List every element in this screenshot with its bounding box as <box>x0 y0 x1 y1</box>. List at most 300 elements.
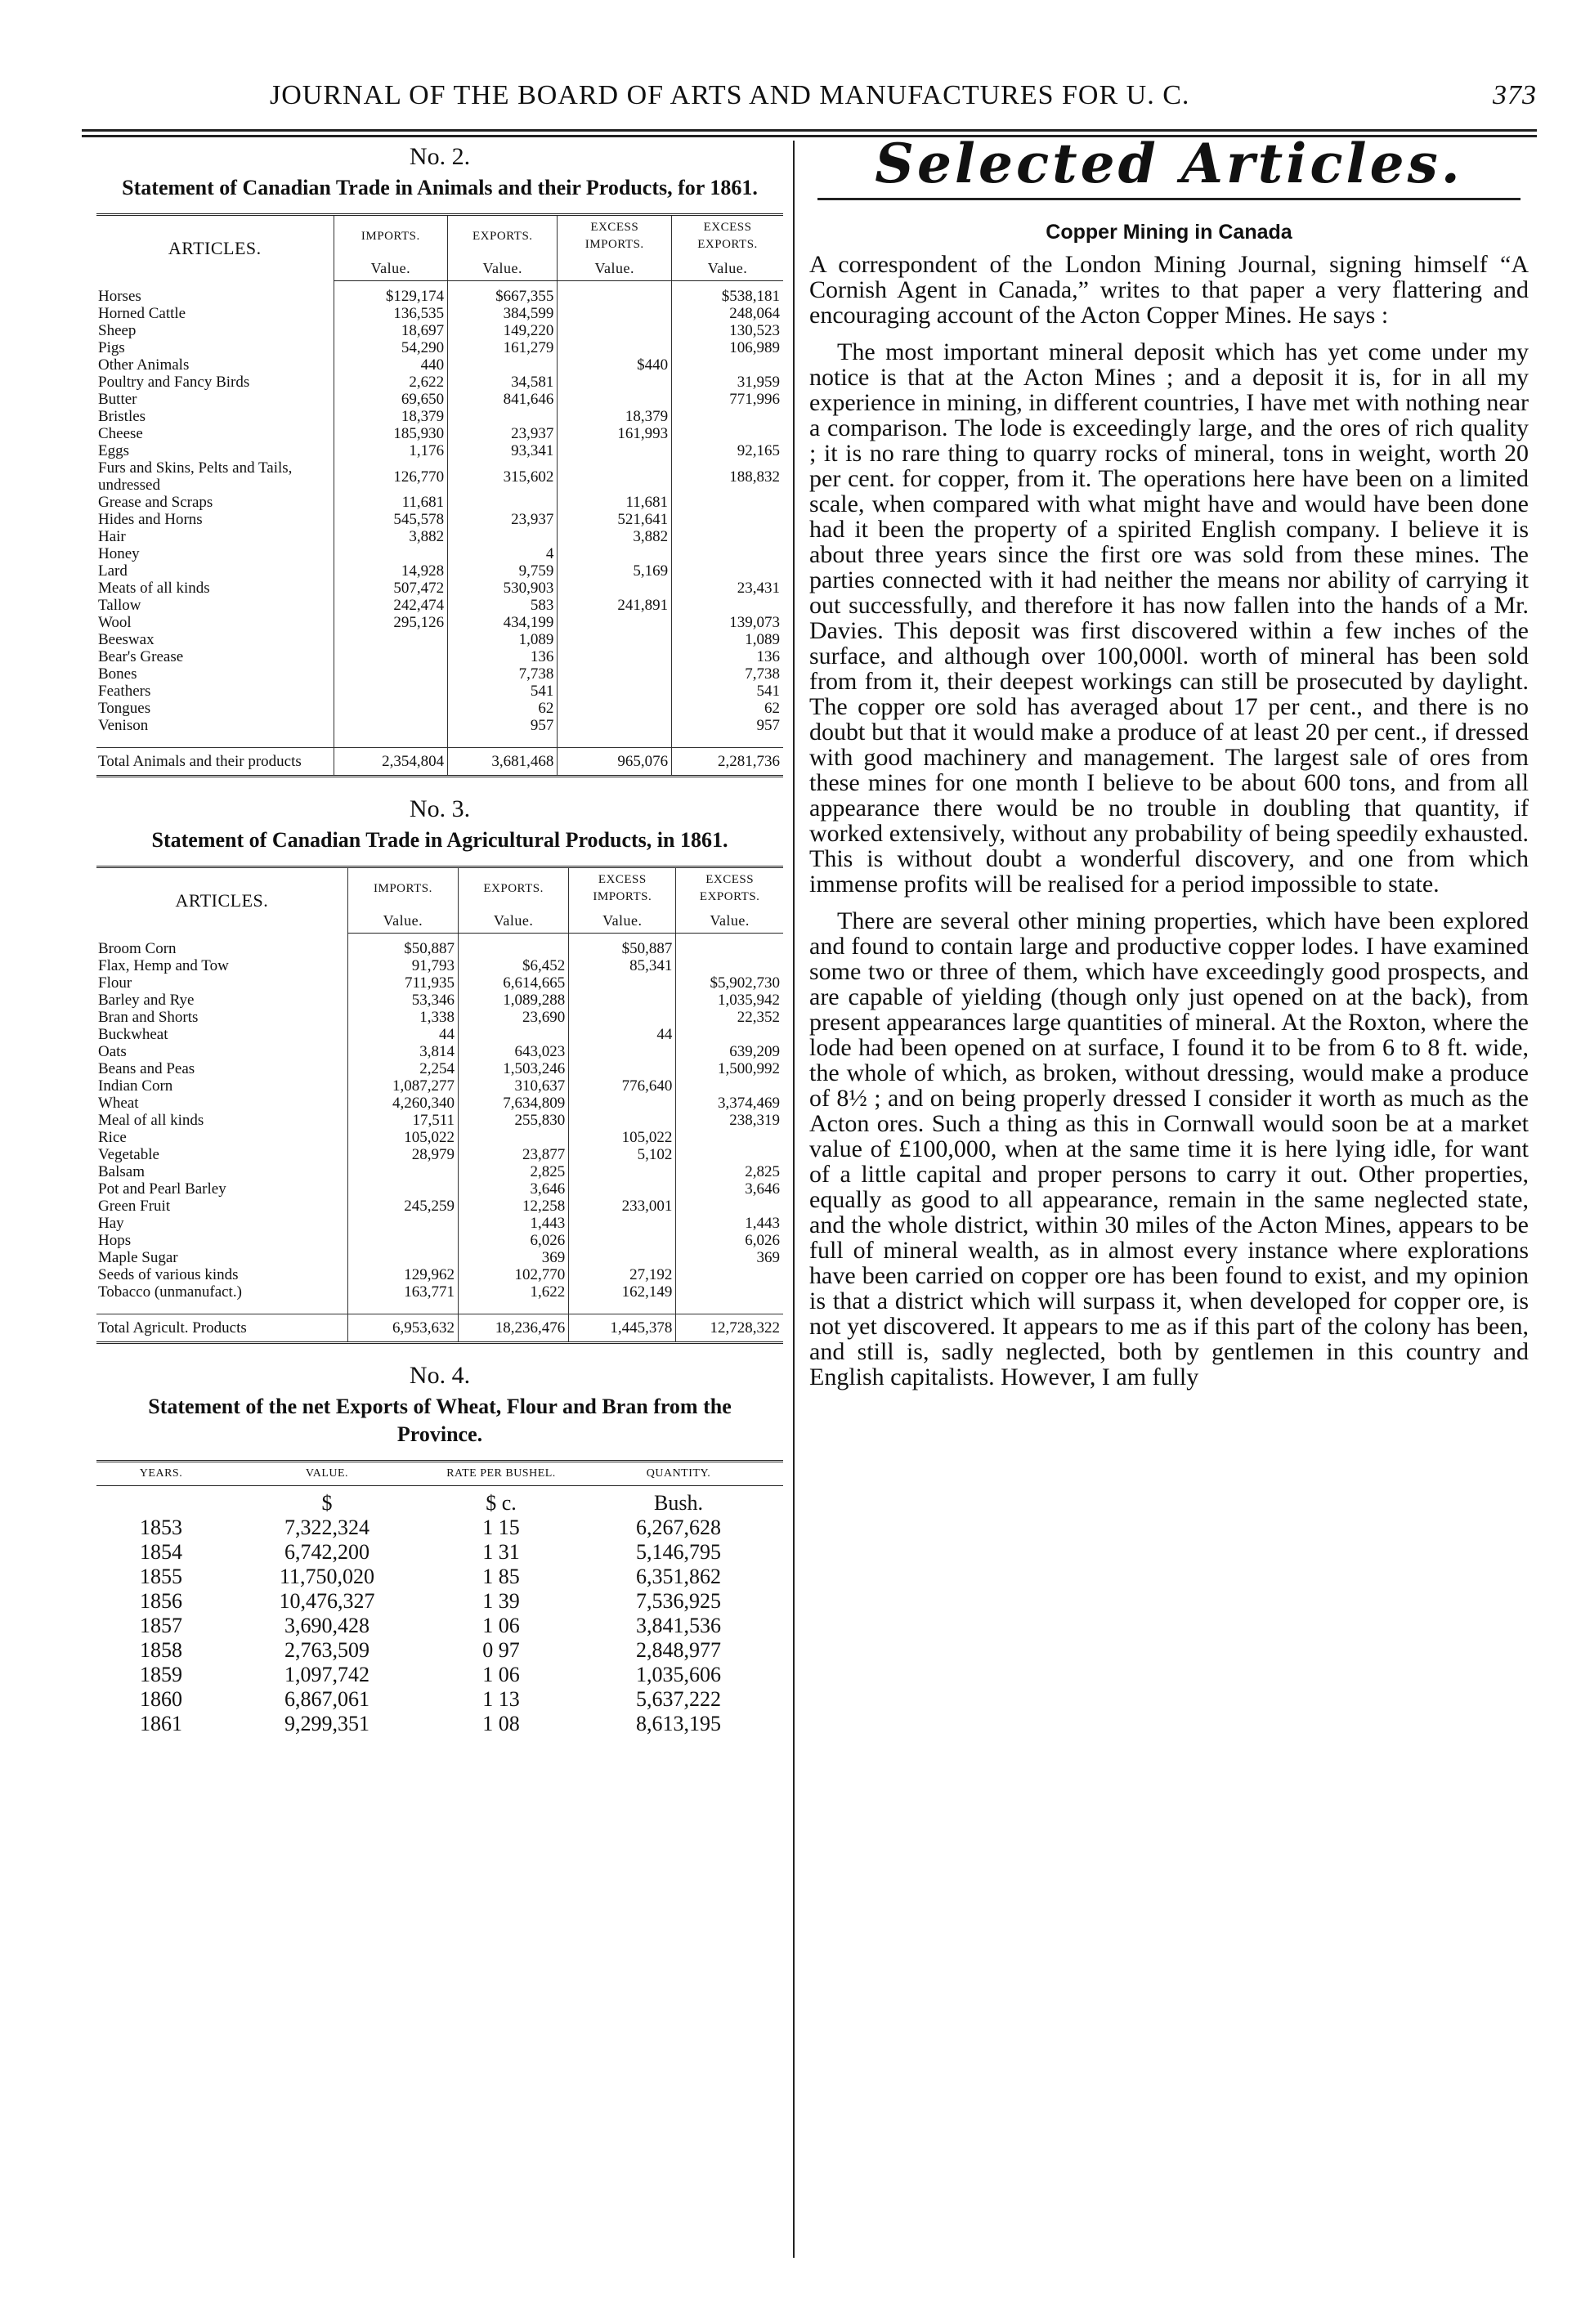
row-value <box>334 631 448 648</box>
row-value <box>334 545 448 562</box>
table4-unit-value: $ <box>321 1491 333 1515</box>
row-value <box>334 717 448 734</box>
table3-value-label: Value. <box>676 909 783 934</box>
row-value: 12,258 <box>459 1198 569 1215</box>
table-row <box>96 683 783 700</box>
row-value: $538,181 <box>672 281 783 306</box>
total-value: 2,281,736 <box>672 748 783 771</box>
row-value: 139,073 <box>672 614 783 631</box>
row-article: Wool <box>98 614 132 631</box>
row-value <box>569 1095 676 1112</box>
left-column <box>96 143 783 1736</box>
row-value: 1,622 <box>459 1283 569 1301</box>
journal-title: JOURNAL OF THE BOARD OF ARTS AND MANUFACTURES FOR U. C. <box>270 80 1190 110</box>
row-article: Green Fruit <box>98 1198 171 1215</box>
row-value: 23,877 <box>459 1146 569 1163</box>
row-value: 1,503,246 <box>459 1060 569 1077</box>
row-value <box>676 957 783 974</box>
row-value: 102,770 <box>459 1266 569 1283</box>
total-value: 18,236,476 <box>459 1314 569 1337</box>
row-year: 1859 <box>140 1663 182 1686</box>
row-article: Maple Sugar <box>98 1249 178 1266</box>
row-article: Horned Cattle <box>98 305 186 322</box>
row-value <box>459 1129 569 1146</box>
row-value <box>676 1146 783 1163</box>
table-row <box>96 305 783 322</box>
row-value: 62 <box>448 700 558 717</box>
row-value: 92,165 <box>672 442 783 459</box>
row-value <box>448 408 558 425</box>
table3-value-label: Value. <box>347 909 458 934</box>
row-value: 7,738 <box>448 665 558 683</box>
table3-value-label: Value. <box>569 909 676 934</box>
row-value <box>676 1077 783 1095</box>
row-value <box>448 494 558 511</box>
row-value: 5,169 <box>558 562 672 580</box>
row-value <box>347 1232 458 1249</box>
row-value: 10,476,327 <box>279 1589 375 1613</box>
row-value: 3,882 <box>334 528 448 545</box>
table-row <box>96 1026 783 1043</box>
table4-unit-quantity: Bush. <box>654 1491 703 1515</box>
row-article: Balsam <box>98 1163 145 1180</box>
row-value: 3,690,428 <box>284 1614 369 1637</box>
row-year: 1856 <box>140 1589 182 1613</box>
table3-number: No. 3. <box>409 795 471 822</box>
table-row <box>96 1516 783 1540</box>
table-row <box>96 1095 783 1112</box>
row-value <box>569 1112 676 1129</box>
row-value: 4 <box>448 545 558 562</box>
row-value: 129,962 <box>347 1266 458 1283</box>
table-row <box>96 934 783 958</box>
row-value: 23,937 <box>448 511 558 528</box>
table4-col-rate: RATE PER BUSHEL. <box>428 1462 574 1486</box>
row-article: Bristles <box>98 408 146 425</box>
row-value: 245,259 <box>347 1198 458 1215</box>
row-article: Oats <box>98 1043 127 1060</box>
row-value <box>347 1215 458 1232</box>
row-value: 2,254 <box>347 1060 458 1077</box>
row-article: Cheese <box>98 425 143 442</box>
table-row <box>96 1009 783 1026</box>
row-value: 233,001 <box>569 1198 676 1215</box>
row-article: Venison <box>98 717 149 734</box>
table-row <box>96 1663 783 1687</box>
row-value: 4,260,340 <box>347 1095 458 1112</box>
row-value: 11,750,020 <box>279 1565 375 1588</box>
row-value: 17,511 <box>347 1112 458 1129</box>
row-value <box>676 1283 783 1301</box>
row-article: Eggs <box>98 442 129 459</box>
row-article: Rice <box>98 1129 127 1146</box>
table-row <box>96 1198 783 1215</box>
row-value: 3,646 <box>676 1180 783 1198</box>
table2-value-label: Value. <box>448 257 558 281</box>
row-value: 7,322,324 <box>284 1516 369 1539</box>
total-label: Total Animals and their products <box>96 748 334 771</box>
row-value: 1,089 <box>448 631 558 648</box>
row-value: 22,352 <box>676 1009 783 1026</box>
row-value: $50,887 <box>569 934 676 958</box>
row-value: 106,989 <box>672 339 783 356</box>
row-value: 126,770 <box>334 459 448 494</box>
table4-number: No. 4. <box>409 1362 471 1389</box>
row-article: Flax, Hemp and Tow <box>98 957 229 974</box>
row-quantity: 3,841,536 <box>636 1614 721 1637</box>
row-value: 1,338 <box>347 1009 458 1026</box>
row-value: 315,602 <box>448 459 558 494</box>
row-value <box>558 374 672 391</box>
page-header <box>82 69 1537 123</box>
section-rule <box>817 198 1520 200</box>
row-year: 1855 <box>140 1565 182 1588</box>
row-value: 162,149 <box>569 1283 676 1301</box>
row-value: 771,996 <box>672 391 783 408</box>
row-article: Broom Corn <box>98 939 177 957</box>
row-article: Bear's Grease <box>98 648 184 665</box>
row-value: 136 <box>672 648 783 665</box>
table-row <box>96 356 783 374</box>
row-value <box>558 717 672 734</box>
row-quantity: 8,613,195 <box>636 1712 721 1735</box>
row-value: 6,026 <box>459 1232 569 1249</box>
row-value: 295,126 <box>334 614 448 631</box>
row-value: 161,279 <box>448 339 558 356</box>
row-value <box>569 974 676 992</box>
row-value: 9,759 <box>448 562 558 580</box>
row-value <box>558 700 672 717</box>
row-value <box>558 339 672 356</box>
table-row <box>96 1180 783 1198</box>
row-value: $50,887 <box>347 934 458 958</box>
row-value: 54,290 <box>334 339 448 356</box>
row-value: 2,825 <box>459 1163 569 1180</box>
total-value: 1,445,378 <box>569 1314 676 1337</box>
row-value: 434,199 <box>448 614 558 631</box>
row-value <box>558 683 672 700</box>
row-value <box>569 992 676 1009</box>
table-row <box>96 717 783 734</box>
row-value: 241,891 <box>558 597 672 614</box>
table-row <box>96 1112 783 1129</box>
column-divider <box>793 141 795 2258</box>
table3-title <box>96 795 783 854</box>
row-value <box>672 528 783 545</box>
table-row <box>96 1712 783 1736</box>
row-value: 53,346 <box>347 992 458 1009</box>
row-value: 541 <box>448 683 558 700</box>
table2-value-label: Value. <box>558 257 672 281</box>
table-row <box>96 1129 783 1146</box>
row-year: 1860 <box>140 1687 182 1711</box>
total-value: 2,354,804 <box>334 748 448 771</box>
table-row <box>96 459 783 494</box>
row-value: 1,176 <box>334 442 448 459</box>
row-article: Beeswax <box>98 631 155 648</box>
table2-number: No. 2. <box>409 143 471 170</box>
row-value: 163,771 <box>347 1283 458 1301</box>
row-value: 6,867,061 <box>284 1687 369 1711</box>
row-value <box>558 631 672 648</box>
table-row <box>96 1077 783 1095</box>
table-row <box>96 597 783 614</box>
row-article: Buckwheat <box>98 1026 168 1043</box>
table-row <box>96 374 783 391</box>
row-value <box>672 425 783 442</box>
row-value: 639,209 <box>676 1043 783 1060</box>
row-value: 34,581 <box>448 374 558 391</box>
row-value <box>558 665 672 683</box>
table4-title <box>96 1362 783 1449</box>
row-article: Pigs <box>98 339 125 356</box>
row-value: 149,220 <box>448 322 558 339</box>
row-value <box>334 683 448 700</box>
table-row <box>96 494 783 511</box>
table2-col-imports: IMPORTS. <box>334 215 448 257</box>
row-value: 14,928 <box>334 562 448 580</box>
row-value: 1,500,992 <box>676 1060 783 1077</box>
table3-col-exports: EXPORTS. <box>459 867 569 910</box>
row-value: 521,641 <box>558 511 672 528</box>
table-row <box>96 648 783 665</box>
row-value: 23,431 <box>672 580 783 597</box>
table-row <box>96 992 783 1009</box>
table-row <box>96 511 783 528</box>
table-row <box>96 528 783 545</box>
row-value <box>672 408 783 425</box>
row-value: 7,738 <box>672 665 783 683</box>
table2-body <box>96 281 783 771</box>
row-value <box>569 1232 676 1249</box>
table3-col-excess-exports: EXCESS EXPORTS. <box>676 867 783 910</box>
row-rate: 1 85 <box>482 1565 520 1588</box>
table3-col-excess-imports: EXCESS IMPORTS. <box>569 867 676 910</box>
row-quantity: 7,536,925 <box>636 1589 721 1613</box>
row-year: 1854 <box>140 1540 182 1564</box>
row-value: 711,935 <box>347 974 458 992</box>
row-value: 188,832 <box>672 459 783 494</box>
row-article: Other Animals <box>98 356 190 374</box>
table-row <box>96 1687 783 1712</box>
row-value: 957 <box>448 717 558 734</box>
row-article: Hair <box>98 528 126 545</box>
row-value <box>676 1026 783 1043</box>
row-value <box>347 1180 458 1198</box>
row-value: 62 <box>672 700 783 717</box>
row-value <box>558 281 672 306</box>
row-rate: 1 13 <box>482 1687 520 1711</box>
table-row <box>96 580 783 597</box>
table2-value-label: Value. <box>334 257 448 281</box>
row-article: Flour <box>98 974 132 992</box>
row-value: 2,763,509 <box>284 1638 369 1662</box>
row-value <box>558 580 672 597</box>
row-article: Tallow <box>98 597 141 614</box>
table3-caption: Statement of Canadian Trade in Agricultural Products, in 1861. <box>151 828 728 852</box>
row-quantity: 6,351,862 <box>636 1565 721 1588</box>
table-row <box>96 957 783 974</box>
table-row <box>96 408 783 425</box>
row-value: 2,622 <box>334 374 448 391</box>
row-value <box>676 1266 783 1283</box>
table-row <box>96 1163 783 1180</box>
table4-body <box>96 1486 783 1737</box>
row-article: Seeds of various kinds <box>98 1266 239 1283</box>
table-row <box>96 614 783 631</box>
row-value: 583 <box>448 597 558 614</box>
row-value: 255,830 <box>459 1112 569 1129</box>
row-value: 369 <box>459 1249 569 1266</box>
row-value: 105,022 <box>347 1129 458 1146</box>
row-value <box>569 1215 676 1232</box>
row-value: 93,341 <box>448 442 558 459</box>
row-value: 5,102 <box>569 1146 676 1163</box>
row-value: 27,192 <box>569 1266 676 1283</box>
row-value: 3,646 <box>459 1180 569 1198</box>
row-value: 384,599 <box>448 305 558 322</box>
row-article: Tongues <box>98 700 151 717</box>
row-value <box>334 648 448 665</box>
row-value <box>672 562 783 580</box>
table-row <box>96 1232 783 1249</box>
row-value: 369 <box>676 1249 783 1266</box>
row-value <box>448 528 558 545</box>
row-article: Meal of all kinds <box>98 1112 204 1129</box>
table-row <box>96 545 783 562</box>
row-value <box>558 442 672 459</box>
row-quantity: 5,146,795 <box>636 1540 721 1564</box>
row-value: 776,640 <box>569 1077 676 1095</box>
row-rate: 1 39 <box>482 1589 520 1613</box>
table-row <box>96 974 783 992</box>
row-value: $440 <box>558 356 672 374</box>
row-value: 105,022 <box>569 1129 676 1146</box>
row-value: 130,523 <box>672 322 783 339</box>
article-paragraph: The most important mineral deposit which has yet come under my notice is that at the Acton Mines ; and a deposit it is, for in all my experience in mining, in different countries, I have met with nothing near a comparison. The lode is exceedingly large, and the ores of rich quality ; it is no rare thing to quarry rocks of mineral, tons in weight, worth 20 per cent. for copper, from it. The operations here have been on a limited scale, when compared with what might have and would have been done had it been the property of a spirited English company. I believe it is about three years since the first ore was sold from these mines. The parties connected with it had neither the means nor ability of carrying it out successfully, and therefore it has now fallen into the hands of a Mr. Davies. This deposit was first discovered within a few inches of the surface, and although over 100,000l. worth of mineral has been sold from from it, their deepest workings can still be prosecuted by daylight. The copper ore sold has averaged about 17 per cent., and there is no doubt but that it would make a produce of at least 20 per cent., if dressed with good machinery and management. The largest sale of ores from these mines for one month I believe to be about 600 tons, and from all appearance there would be no trouble in doubling that quantity, if worked extensively, without any probability of being speedily exhausted. This is without doubt a wonderful discovery, and one from which immense profits will be realised for a period impossible to state. <box>809 338 1529 898</box>
row-value: 11,681 <box>334 494 448 511</box>
row-value: $129,174 <box>334 281 448 306</box>
row-value: 1,443 <box>676 1215 783 1232</box>
row-rate: 0 97 <box>482 1638 520 1662</box>
row-value: 1,443 <box>459 1215 569 1232</box>
row-value: 238,319 <box>676 1112 783 1129</box>
row-value <box>676 1129 783 1146</box>
row-article: Meats of all kinds <box>98 580 210 597</box>
row-article: Hay <box>98 1215 124 1232</box>
total-value: 965,076 <box>558 748 672 771</box>
row-rate: 1 31 <box>482 1540 520 1564</box>
table2-col-excess-exports: EXCESS EXPORTS. <box>672 215 783 257</box>
row-value: 18,697 <box>334 322 448 339</box>
row-value <box>558 614 672 631</box>
table3-col-article: ARTICLES. <box>96 867 347 934</box>
row-value <box>672 511 783 528</box>
row-value: $667,355 <box>448 281 558 306</box>
row-value: 3,814 <box>347 1043 458 1060</box>
row-value: 545,578 <box>334 511 448 528</box>
table-row <box>96 442 783 459</box>
table-row <box>96 1614 783 1638</box>
row-rate: 1 08 <box>482 1712 520 1735</box>
row-value <box>569 1043 676 1060</box>
row-value: 6,742,200 <box>284 1540 369 1564</box>
row-quantity: 1,035,606 <box>636 1663 721 1686</box>
table-row <box>96 665 783 683</box>
row-value: 242,474 <box>334 597 448 614</box>
row-value: 2,825 <box>676 1163 783 1180</box>
table2-title <box>96 143 783 202</box>
row-value: 6,614,665 <box>459 974 569 992</box>
table-row <box>96 322 783 339</box>
table-row <box>96 1638 783 1663</box>
row-article: Hops <box>98 1232 132 1249</box>
row-value: 44 <box>569 1026 676 1043</box>
table-row <box>96 700 783 717</box>
table-row <box>96 1060 783 1077</box>
row-rate: 1 06 <box>482 1663 520 1686</box>
page-number: 373 <box>1493 80 1537 110</box>
row-value: 44 <box>347 1026 458 1043</box>
row-article: Tobacco (unmanufact.) <box>98 1283 242 1301</box>
row-value: 440 <box>334 356 448 374</box>
row-value: 69,650 <box>334 391 448 408</box>
table4-unit-rate: $ c. <box>486 1491 517 1515</box>
row-value: 643,023 <box>459 1043 569 1060</box>
row-article: Feathers <box>98 683 151 700</box>
row-value <box>569 1180 676 1198</box>
table2-col-exports: EXPORTS. <box>448 215 558 257</box>
row-value <box>558 648 672 665</box>
row-year: 1861 <box>140 1712 182 1735</box>
row-article: Furs and Skins, Pelts and Tails, undressed <box>98 459 293 494</box>
row-value <box>558 545 672 562</box>
row-value: 18,379 <box>334 408 448 425</box>
row-article: Horses <box>98 287 141 305</box>
row-value: 23,690 <box>459 1009 569 1026</box>
total-label: Total Agricult. Products <box>96 1314 347 1337</box>
row-value: 957 <box>672 717 783 734</box>
row-article: Pot and Pearl Barley <box>98 1180 226 1198</box>
table3 <box>96 866 783 1344</box>
row-article: Barley and Rye <box>98 992 195 1009</box>
row-value <box>672 356 783 374</box>
row-quantity: 2,848,977 <box>636 1638 721 1662</box>
row-value <box>448 356 558 374</box>
row-value: 85,341 <box>569 957 676 974</box>
row-value <box>558 322 672 339</box>
table-row <box>96 1565 783 1589</box>
row-value <box>459 1026 569 1043</box>
article-title: Copper Mining in Canada <box>1046 221 1292 244</box>
row-value: 11,681 <box>558 494 672 511</box>
row-value <box>558 391 672 408</box>
row-value <box>676 934 783 958</box>
row-rate: 1 06 <box>482 1614 520 1637</box>
table2-value-label: Value. <box>672 257 783 281</box>
row-value <box>672 494 783 511</box>
row-value <box>347 1249 458 1266</box>
row-article: Honey <box>98 545 140 562</box>
table2-caption: Statement of Canadian Trade in Animals and their Products, for 1861. <box>122 176 758 199</box>
row-article: Sheep <box>98 322 137 339</box>
row-value: 31,959 <box>672 374 783 391</box>
table4 <box>96 1460 783 1736</box>
row-value <box>558 305 672 322</box>
row-year: 1858 <box>140 1638 182 1662</box>
row-value <box>672 597 783 614</box>
row-article: Lard <box>98 562 128 580</box>
